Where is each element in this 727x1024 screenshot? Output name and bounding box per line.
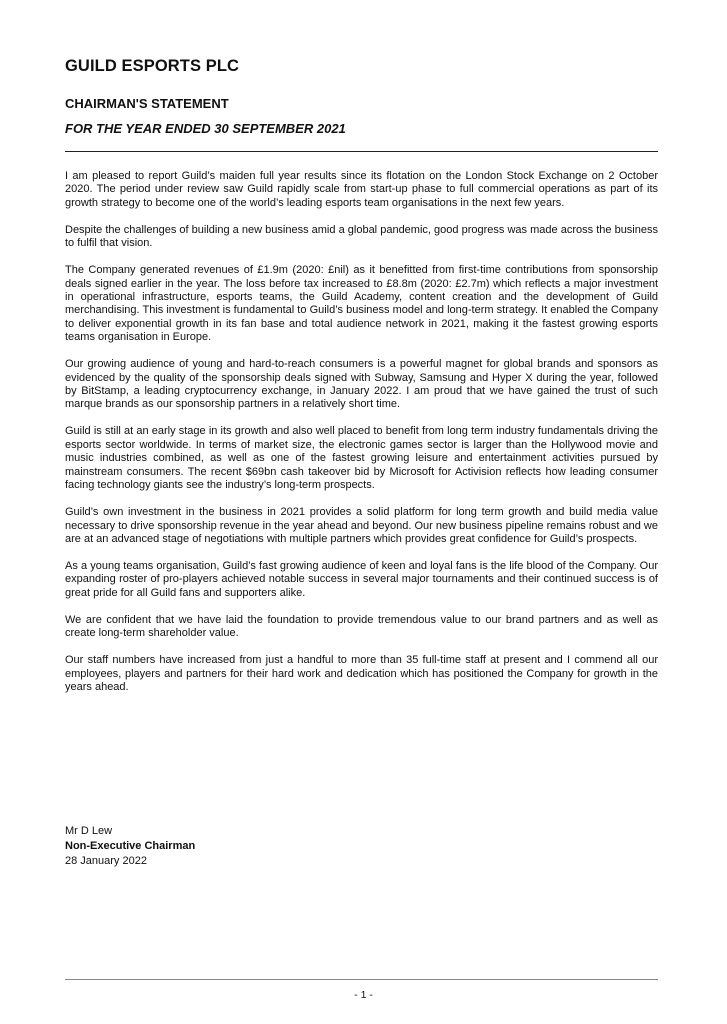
page-number: - 1 - [354,989,373,1001]
paragraph: Our growing audience of young and hard-to-reach consumers is a powerful magnet for global brands and sponsors as evidenced by the quality of the sponsorship deals signed with Subway, Samsung and Hyper X during the year, followed by BitStamp, a leading cryptocurrency exchange, in January 2022. I am proud that we have gained the trust of such marque brands as our sponsorship partners in a relatively short time. [65,358,658,411]
signatory-title: Non-Executive Chairman [65,840,196,852]
paragraph: Guild’s own investment in the business in 2021 provides a solid platform for long term growth and build media value necessary to drive sponsorship revenue in the year ahead and beyond. Our new business pipeline remains robust and we are at an advanced stage of negotiations with multiple partners which provides great confidence for Guild’s prospects. [65,506,658,545]
signatory-name: Mr D Lew [65,825,113,837]
paragraph: The Company generated revenues of £1.9m (2020: £nil) as it benefitted from first-time contributions from sponsorship deals signed earlier in the year. The loss before tax increased to £8.8m (2020: £2.7m) which reflects a major investment in operational infrastructure, esports teams, the Guild Academy, content creation and the development of Guild merchandising. This investment is fundamental to Guild’s business model and long-term strategy. It enabled the Company to deliver exponential growth in its fan base and total audience network in 2021, making it the fastest growing esports teams organisation in Europe. [65,264,658,344]
paragraph: Guild is still at an early stage in its growth and also well placed to benefit from long term industry fundamentals driving the esports sector worldwide. In terms of market size, the electronic games sector is larger than the Hollywood movie and music industries combined, as well as one of the fastest growing leisure and entertainment activities pursued by mainstream consumers. The recent $69bn cash takeover bid by Microsoft for Activision reflects how leading consumer facing technology giants see the industry’s long-term prospects. [65,425,658,492]
reporting-period: FOR THE YEAR ENDED 30 SEPTEMBER 2021 [65,121,346,136]
statement-title: CHAIRMAN'S STATEMENT [65,96,229,111]
statement-body [65,170,658,694]
company-name: GUILD ESPORTS PLC [65,57,240,75]
paragraph: Despite the challenges of building a new business amid a global pandemic, good progress was made across the business to fulfil that vision. [65,223,658,250]
paragraph: As a young teams organisation, Guild’s fast growing audience of keen and loyal fans is the life blood of the Company. Our expanding roster of pro-players achieved notable success in several major tournaments and their continued success is of great pride for all Guild fans and supporters alike. [65,559,658,599]
header-divider [65,151,658,152]
paragraph: Our staff numbers have increased from just a handful to more than 35 full-time staff at present and I commend all our employees, players and partners for their hard work and dedication which has positioned the Company for growth in the years ahead. [65,654,658,693]
paragraph: I am pleased to report Guild’s maiden full year results since its flotation on the London Stock Exchange on 2 October 2020. The period under review saw Guild rapidly scale from start-up phase to full commercial operations as part of its growth strategy to become one of the world’s leading esports team organisations in the next few years. [65,170,658,209]
footer-divider [65,979,658,980]
signature-date: 28 January 2022 [65,855,147,867]
paragraph: We are confident that we have laid the foundation to provide tremendous value to our brand partners and as well as create long-term shareholder value. [65,613,658,640]
